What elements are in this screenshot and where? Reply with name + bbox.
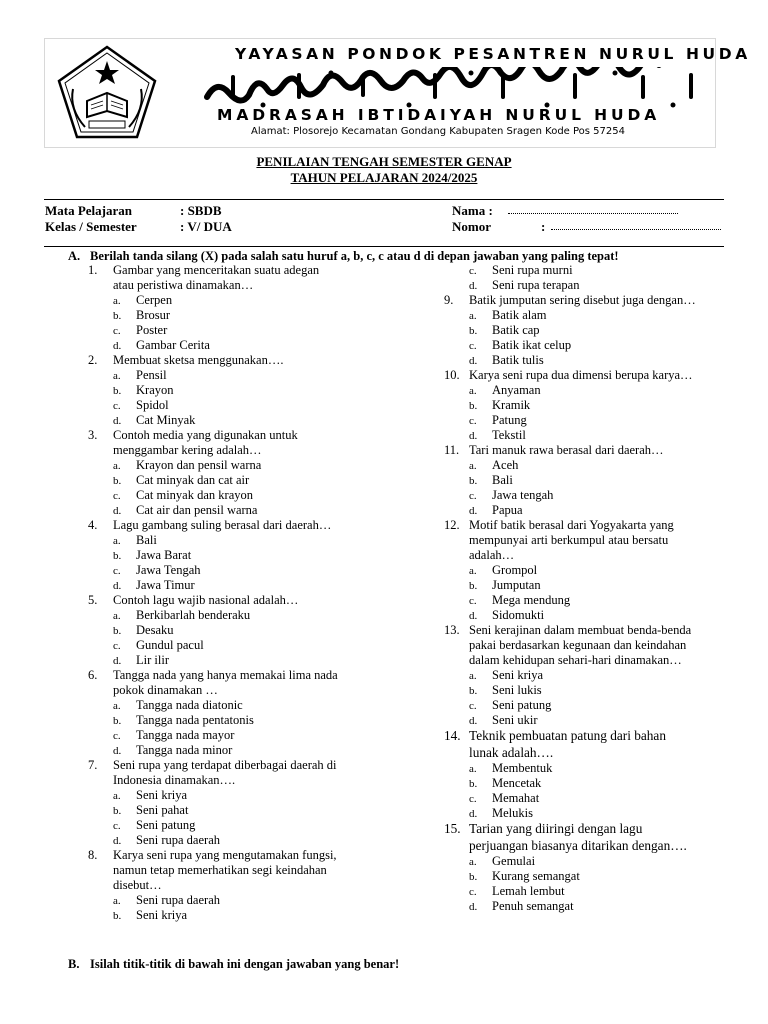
subject-value: : SBDB	[180, 203, 222, 218]
option-letter: b.	[113, 475, 122, 487]
answer-option[interactable]	[88, 713, 388, 728]
question-number: 10.	[444, 368, 460, 382]
option-text: Seni kriya	[492, 668, 544, 682]
question-number: 12.	[444, 518, 460, 532]
option-text: Seni rupa daerah	[136, 833, 220, 847]
option-text: Cat minyak dan cat air	[136, 473, 250, 487]
option-letter: b.	[469, 685, 478, 697]
name-label: Nama :	[452, 203, 493, 218]
option-text: Berkibarlah benderaku	[136, 608, 251, 622]
option-text: Seni rupa murni	[492, 263, 573, 277]
option-text: Cerpen	[136, 293, 173, 307]
option-text: Jawa Barat	[136, 548, 192, 562]
answer-option[interactable]	[88, 413, 388, 428]
question-text: Karya seni rupa dua dimensi berupa karya…	[469, 368, 693, 382]
answer-option[interactable]	[88, 728, 388, 743]
option-letter: d.	[469, 280, 478, 292]
option-letter: c.	[469, 415, 477, 427]
option-text: Kurang semangat	[492, 869, 580, 883]
answer-option[interactable]	[444, 488, 734, 503]
question-number: 15.	[444, 821, 461, 836]
option-text: Lemah lembut	[492, 884, 565, 898]
question-10	[444, 368, 734, 383]
option-text: Krayon	[136, 383, 174, 397]
option-letter: a.	[113, 790, 121, 802]
section-b-text: Isilah titik-titik di bawah ini dengan jawaban yang benar!	[90, 957, 400, 971]
option-letter: b.	[113, 910, 122, 922]
name-field[interactable]	[508, 213, 678, 214]
divider-top	[44, 199, 724, 200]
question-number: 13.	[444, 623, 460, 637]
answer-option[interactable]	[444, 308, 734, 323]
answer-option[interactable]	[88, 818, 388, 833]
option-letter: b.	[469, 400, 478, 412]
answer-option[interactable]	[444, 761, 734, 776]
question-text: Seni kerajinan dalam membuat benda-benda	[469, 623, 692, 637]
option-letter: a.	[469, 385, 477, 397]
question-text: Lagu gambang suling berasal dari daerah…	[113, 518, 332, 532]
option-letter: a.	[113, 370, 121, 382]
answer-option[interactable]	[444, 668, 734, 683]
option-text: Aceh	[492, 458, 519, 472]
option-text: Batik alam	[492, 308, 547, 322]
question-number: 5.	[88, 593, 98, 607]
answer-option[interactable]	[88, 893, 388, 908]
question-text: Tangga nada yang hanya memakai lima nada	[113, 668, 338, 682]
foundation-name: YAYASAN PONDOK PESANTREN NURUL HUDA	[235, 45, 751, 63]
question-text-continued: Indonesia dinamakan….	[113, 773, 236, 787]
answer-option[interactable]	[444, 698, 734, 713]
option-letter: c.	[113, 490, 121, 502]
option-text: Bali	[492, 473, 513, 487]
option-letter: a.	[113, 700, 121, 712]
option-letter: b.	[113, 715, 122, 727]
question-number: 9.	[444, 293, 454, 307]
option-text: Seni lukis	[492, 683, 542, 697]
answer-option[interactable]	[444, 854, 734, 869]
question-text-continued: perjuangan biasanya ditarikan dengan….	[469, 837, 687, 853]
answer-option[interactable]	[88, 473, 388, 488]
option-letter: b.	[113, 625, 122, 637]
question-12	[444, 518, 734, 533]
answer-option[interactable]	[88, 908, 388, 923]
answer-option[interactable]	[88, 563, 388, 578]
answer-option[interactable]	[88, 788, 388, 803]
option-text: Spidol	[136, 398, 169, 412]
option-text: Grompol	[492, 563, 538, 577]
option-letter: c.	[469, 595, 477, 607]
answer-option[interactable]	[444, 869, 734, 884]
answer-option[interactable]	[88, 398, 388, 413]
option-letter: b.	[469, 778, 478, 790]
option-letter: a.	[469, 763, 477, 775]
option-letter: d.	[469, 430, 478, 442]
option-text: Cat air dan pensil warna	[136, 503, 258, 517]
option-text: Tangga nada mayor	[136, 728, 235, 742]
question-number: 3.	[88, 428, 98, 442]
answer-option[interactable]	[444, 608, 734, 623]
option-text: Tekstil	[492, 428, 526, 442]
option-letter: c.	[113, 565, 121, 577]
option-letter: a.	[469, 460, 477, 472]
question-number: 6.	[88, 668, 98, 682]
answer-option[interactable]	[444, 578, 734, 593]
exam-title: PENILAIAN TENGAH SEMESTER GENAP	[256, 154, 512, 169]
option-letter: d.	[469, 808, 478, 820]
question-text-continued: lunak adalah….	[469, 744, 554, 760]
option-letter: a.	[113, 610, 121, 622]
question-number: 1.	[88, 263, 98, 277]
answer-option[interactable]	[444, 338, 734, 353]
option-letter: b.	[113, 385, 122, 397]
option-text: Seni ukir	[492, 713, 538, 727]
number-field[interactable]	[551, 229, 721, 230]
option-text: Seni patung	[136, 818, 196, 832]
option-text: Desaku	[136, 623, 174, 637]
option-text: Jawa Timur	[136, 578, 195, 592]
answer-option[interactable]	[444, 683, 734, 698]
answer-option[interactable]	[444, 776, 734, 791]
option-letter: d.	[113, 655, 122, 667]
option-letter: a.	[469, 310, 477, 322]
option-letter: c.	[113, 400, 121, 412]
option-text: Gemulai	[492, 854, 536, 868]
question-text: Tarian yang diiringi dengan lagu	[469, 821, 643, 836]
answer-option[interactable]	[444, 323, 734, 338]
option-letter: b.	[469, 325, 478, 337]
class-value: : V/ DUA	[180, 219, 232, 234]
question-number: 4.	[88, 518, 98, 532]
letterhead	[44, 38, 751, 148]
question-text: Motif batik berasal dari Yogyakarta yang	[469, 518, 674, 532]
question-8	[88, 848, 388, 863]
option-letter: b.	[113, 805, 122, 817]
question-2	[88, 353, 388, 368]
option-text: Gundul pacul	[136, 638, 204, 652]
question-14	[444, 728, 734, 745]
answer-option[interactable]	[444, 713, 734, 728]
option-text: Tangga nada pentatonis	[136, 713, 254, 727]
option-text: Gambar Cerita	[136, 338, 210, 352]
option-letter: d.	[113, 580, 122, 592]
question-text-continued: pakai berdasarkan kegunaan dan keindahan	[469, 638, 687, 652]
option-letter: a.	[469, 856, 477, 868]
question-number: 2.	[88, 353, 98, 367]
answer-option[interactable]	[444, 473, 734, 488]
answer-option[interactable]	[88, 833, 388, 848]
answer-option[interactable]	[88, 548, 388, 563]
answer-option[interactable]	[444, 791, 734, 806]
question-number: 11.	[444, 443, 460, 457]
option-letter: a.	[113, 535, 121, 547]
section-a-text: Berilah tanda silang (X) pada salah satu huruf a, b, c, c atau d di depan jawaban yang paling tepat!	[90, 249, 619, 263]
question-text: Batik jumputan sering disebut juga dengan…	[469, 293, 696, 307]
question-5	[88, 593, 388, 608]
answer-option[interactable]	[444, 428, 734, 443]
option-letter: c.	[113, 730, 121, 742]
answer-option[interactable]	[88, 368, 388, 383]
answer-option[interactable]	[444, 458, 734, 473]
answer-option[interactable]	[444, 899, 734, 914]
answer-option[interactable]	[88, 638, 388, 653]
answer-option[interactable]	[88, 503, 388, 518]
option-text: Memahat	[492, 791, 540, 805]
option-text: Cat Minyak	[136, 413, 196, 427]
option-letter: a.	[469, 670, 477, 682]
option-text: Jawa Tengah	[136, 563, 201, 577]
option-letter: c.	[113, 325, 121, 337]
answer-option[interactable]	[444, 884, 734, 899]
option-text: Tangga nada minor	[136, 743, 233, 757]
option-text: Lir ilir	[136, 653, 169, 667]
option-text: Sidomukti	[492, 608, 545, 622]
answer-option[interactable]	[88, 293, 388, 308]
section-b-instruction	[68, 957, 399, 972]
exam-year: TAHUN PELAJARAN 2024/2025	[290, 170, 478, 185]
answer-option[interactable]	[444, 593, 734, 608]
answer-option[interactable]	[444, 563, 734, 578]
school-name: MADRASAH IBTIDAIYAH NURUL HUDA	[217, 106, 661, 124]
option-text: Krayon dan pensil warna	[136, 458, 262, 472]
question-6	[88, 668, 388, 683]
option-letter: c.	[469, 793, 477, 805]
option-letter: c.	[469, 490, 477, 502]
question-1	[88, 263, 388, 278]
class-label: Kelas / Semester	[45, 219, 137, 234]
question-text-continued: disebut…	[113, 878, 162, 892]
option-text: Batik ikat celup	[492, 338, 572, 352]
option-letter: a.	[113, 895, 121, 907]
answer-option[interactable]	[88, 623, 388, 638]
question-text: Teknik pembuatan patung dari bahan	[469, 728, 666, 743]
answer-option[interactable]	[444, 503, 734, 518]
question-11	[444, 443, 734, 458]
number-label: Nomor	[452, 219, 491, 234]
option-text: Pensil	[136, 368, 167, 382]
option-text: Seni kriya	[136, 908, 188, 922]
option-text: Batik cap	[492, 323, 540, 337]
answer-option[interactable]	[444, 278, 734, 293]
question-text-continued: pokok dinamakan …	[113, 683, 218, 697]
question-number: 8.	[88, 848, 98, 862]
question-text-continued: dalam kehidupan sehari-hari dinamakan…	[469, 653, 682, 667]
question-text-continued: atau peristiwa dinamakan…	[113, 278, 254, 292]
answer-option[interactable]	[444, 383, 734, 398]
section-a-instruction	[68, 249, 619, 264]
option-letter: c.	[469, 886, 477, 898]
question-text-continued: namun tetap memerhatikan segi keindahan	[113, 863, 327, 877]
questions-column-right	[444, 263, 734, 914]
option-letter: d.	[469, 715, 478, 727]
option-text: Penuh semangat	[492, 899, 574, 913]
option-letter: d.	[469, 355, 478, 367]
answer-option[interactable]	[444, 263, 734, 278]
option-letter: b.	[113, 550, 122, 562]
option-letter: c.	[469, 265, 477, 277]
question-13	[444, 623, 734, 638]
school-address: Alamat: Plosorejo Kecamatan Gondang Kabupaten Sragen Kode Pos 57254	[251, 126, 625, 137]
option-text: Jumputan	[492, 578, 541, 592]
answer-option[interactable]	[88, 608, 388, 623]
subject-label: Mata Pelajaran	[45, 203, 133, 218]
answer-option[interactable]	[444, 413, 734, 428]
answer-option[interactable]	[88, 578, 388, 593]
question-text-continued: mempunyai arti berkumpul atau bersatu	[469, 533, 669, 547]
option-letter: d.	[469, 610, 478, 622]
option-text: Seni rupa terapan	[492, 278, 580, 292]
option-text: Cat minyak dan krayon	[136, 488, 253, 502]
option-letter: c.	[113, 640, 121, 652]
question-text: Tari manuk rawa berasal dari daerah…	[469, 443, 664, 457]
answer-option[interactable]	[88, 383, 388, 398]
option-letter: c.	[469, 340, 477, 352]
question-7	[88, 758, 388, 773]
question-9	[444, 293, 734, 308]
option-text: Seni pahat	[136, 803, 189, 817]
answer-option[interactable]	[88, 698, 388, 713]
option-letter: d.	[469, 901, 478, 913]
question-text: Contoh media yang digunakan untuk	[113, 428, 298, 442]
answer-option[interactable]	[444, 806, 734, 821]
number-colon: :	[541, 219, 546, 234]
question-number: 7.	[88, 758, 98, 772]
option-text: Batik tulis	[492, 353, 544, 367]
option-text: Membentuk	[492, 761, 553, 775]
answer-option[interactable]	[88, 803, 388, 818]
option-letter: d.	[113, 415, 122, 427]
option-text: Tangga nada diatonic	[136, 698, 243, 712]
option-text: Mega mendung	[492, 593, 571, 607]
option-letter: a.	[113, 295, 121, 307]
option-letter: b.	[469, 871, 478, 883]
option-letter: a.	[469, 565, 477, 577]
question-text: Membuat sketsa menggunakan….	[113, 353, 284, 367]
answer-option[interactable]	[444, 398, 734, 413]
question-text: Gambar yang menceritakan suatu adegan	[113, 263, 320, 277]
option-text: Anyaman	[492, 383, 541, 397]
option-text: Bali	[136, 533, 157, 547]
answer-option[interactable]	[88, 488, 388, 503]
arabic-calligraphy	[203, 67, 713, 109]
option-text: Brosur	[136, 308, 171, 322]
school-emblem-icon	[51, 43, 163, 143]
option-text: Mencetak	[492, 776, 542, 790]
option-letter: a.	[113, 460, 121, 472]
option-letter: d.	[113, 745, 122, 757]
answer-option[interactable]	[88, 743, 388, 758]
answer-option[interactable]	[88, 323, 388, 338]
section-b-letter: B.	[68, 957, 80, 971]
question-15	[444, 821, 734, 838]
option-letter: c.	[113, 820, 121, 832]
questions-column-left	[88, 263, 388, 923]
question-4	[88, 518, 388, 533]
option-text: Seni patung	[492, 698, 552, 712]
question-text-continued: menggambar kering adalah…	[113, 443, 262, 457]
answer-option[interactable]	[88, 653, 388, 668]
option-letter: b.	[469, 475, 478, 487]
option-text: Melukis	[492, 806, 533, 820]
option-letter: d.	[113, 835, 122, 847]
option-letter: b.	[113, 310, 122, 322]
divider-bottom	[44, 246, 724, 247]
question-number: 14.	[444, 728, 461, 743]
question-text: Contoh lagu wajib nasional adalah…	[113, 593, 299, 607]
question-text: Karya seni rupa yang mengutamakan fungsi,	[113, 848, 337, 862]
option-letter: d.	[469, 505, 478, 517]
option-letter: d.	[113, 340, 122, 352]
option-text: Seni kriya	[136, 788, 188, 802]
question-text: Seni rupa yang terdapat diberbagai daerah di	[113, 758, 337, 772]
question-text-continued: adalah…	[469, 548, 515, 562]
option-letter: b.	[469, 580, 478, 592]
answer-option[interactable]	[88, 338, 388, 353]
option-text: Kramik	[492, 398, 531, 412]
option-text: Patung	[492, 413, 527, 427]
option-text: Jawa tengah	[492, 488, 554, 502]
section-a-letter: A.	[68, 249, 81, 263]
option-text: Papua	[492, 503, 523, 517]
question-3	[88, 428, 388, 443]
answer-option[interactable]	[88, 458, 388, 473]
answer-option[interactable]	[444, 353, 734, 368]
option-letter: d.	[113, 505, 122, 517]
answer-option[interactable]	[88, 533, 388, 548]
option-text: Poster	[136, 323, 168, 337]
answer-option[interactable]	[88, 308, 388, 323]
option-letter: c.	[469, 700, 477, 712]
option-text: Seni rupa daerah	[136, 893, 220, 907]
